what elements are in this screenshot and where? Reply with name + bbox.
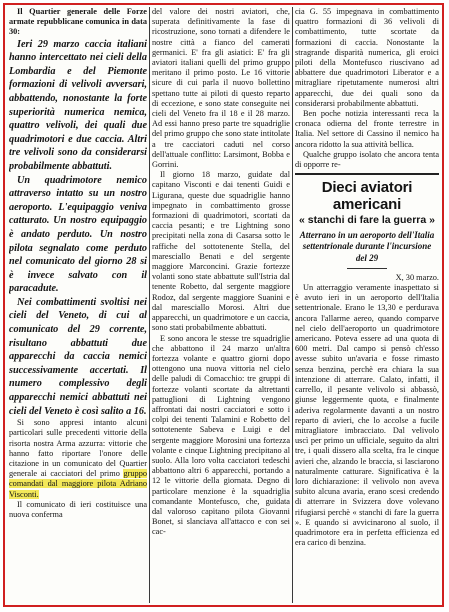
- article-paragraph: Ieri 29 marzo caccia italiani hanno intercettato nei cieli della Lombardia e del Piemonte formazioni di velivoli avversari, abbattendo, nonostante la forte superiorità numerica nemica, quattro velivoli, dei quali due quadrimotori e due caccia. Altri tre velivoli sono da considerarsi probabilmente abbattuti.: [9, 38, 147, 172]
- article-headline: Dieci aviatori americani: [321, 179, 413, 214]
- paragraph-text: Si sono appresi intanto alcuni particolari sulle precedenti vittorie della risorta nostra Arma azzurra: vittorie che hanno fatto riportare l'onore delle citazione in un comunicato del Quartier generale ai cacciatori del primo: [9, 418, 147, 479]
- article-paragraph: Ben poche notizia interessanti reca la cronaca odierna del fronte terrestre in Italia. Nel settore di Cassino il nemico ha ancora ridotto la sua attività bellica.: [295, 109, 439, 149]
- highlighted-text: gruppo comandati dal maggiore pilota Adriano Visconti.: [9, 469, 147, 499]
- article-paragraph: Nei combattimenti svoltisi nei cieli del Veneto, di cui al comunicato del 29 corrente, risultano abbattuti due apparecchi da caccia nemici successivamente accertati. Il numero complessivo degli apparecchi nemici abbattuti nei cieli del Veneto è così salito a 16.: [9, 296, 147, 417]
- column-1: [9, 7, 147, 603]
- article-subheadline: « stanchi di fare la guerra »: [299, 214, 435, 227]
- article-deck: Atterrano in un aeroporto dell'Italia settentrionale durante l'incursione del 29: [299, 230, 435, 263]
- column-3: [295, 7, 439, 603]
- dateline: X, 30 marzo.: [395, 272, 439, 282]
- article-paragraph: E sono ancora le stesse tre squadriglie che abbattono il 24 marzo un'altra fortezza volante e quattro giorni dopo ottengono una nuova vittoria nel cielo delle paludi di Comacchio: tre gruppi di fortezze volanti scortate da altrettanti pattuglioni di Lightning vengono affrontati dai nostri cacciatori e sotto i colpi dei tenenti Talamini e Robetto del sottotenente Sabeva e Luigi e del sergente maggiore Morosini una fortezza volante e cinque Lightning precipitano al suolo. Alla loro volta cacciatori tedeschi abbattono altri 6 apparecchi, portando a 12 le vittorie della giornata. Degno di particolare menzione è la squadriglia comandante Montefusco, che, guidata dal valoroso capitano pilota Giovanni Bonet, si slanciava all'attacco e con sei cac-: [152, 333, 290, 537]
- article-paragraph: Qualche gruppo isolato che ancora tenta di opporre re-: [295, 149, 439, 170]
- article-paragraph: cia G. 55 impegnava in combattimento quattro formazioni di 36 velivoli di combattimento, tutte scortate da formazioni di caccia. Nonostante la stragrande disparità numerica, gli eroici piloti della Montefusco riuscivano ad abbattere due quadrimotori Liberator e a mitragliare ripetutamente numerosi altri apparecchi, due dei quali sono da considerarsi probabilmente abbattuti.: [295, 7, 439, 108]
- article-paragraph: [9, 418, 147, 500]
- article-paragraph: Un atterraggio veramente inaspettato si è avuto ieri in un aeroporto dell'Italia settentrionale. Erano le 13,30 e perdurava ancora l'allarme aereo, quando comparve nel cielo dell'aeroporto un quadrimotore americano. Poteva essere ad una quota di 600 metri. Dal campo si pensò ch'esso avesse subito un'avaria e fosse rimasto senza benzina, perchè era chiara la sua intenzione di atterrare. Calato, infatti, il carrello, il pesante velivolo si abbassò, giunse leggermente quota, e finalmente aderiva regolarmente davanti a un nostro reparto di avieri, che lo accolse a fucile mitragliatore imbracciato. Dal velivolo uscì per primo un ufficiale, seguito da altri tre, i quali dissero alla scelta, fra le cinque avieri che, alzando le braccia, si lasciarono naturalmente catturare. Significativa è la loro dichiarazione: il velivolo non aveva subito alcuna avaria, erano scesi credendo di atterrare in Svizzera dove volevano rifugiarsi perchè « stanchi di fare la guerra ». E quando si avvicinarono al suolo, il quadrimotore era in perfetta efficienza ed era carico di benzina.: [295, 283, 439, 548]
- article-paragraph: Il giorno 18 marzo, guidate dal capitano Visconti e dai tenenti Guidi e Ligurana, queste due squadriglie hanno impegnato in combattimento grosse formazioni di quadrimotori, scortati da caccia pesanti; e tre Lightning sono precipitati nella zona di Casarsa sotto le raffiche del sottotenente Stella, del maresciallo Benati e del sergente maggiore Marconcini. Grazie fortezze volanti sono state abbattute sull'Istria dal tenente Robetto, dal sergente maggiore Rodoz, dal sergente maggiore Suanini e dal maresciallo Morosi. Altri due apparecchi, un quadrimotore e un caccia, sono stati probabilmente abbattuti.: [152, 170, 290, 333]
- headline-divider: [295, 173, 439, 175]
- communique-intro: Il Quartier generale delle Forze armate repubblicane comunica in data 30:: [9, 7, 147, 37]
- column-divider: [149, 7, 150, 603]
- article-paragraph: Un quadrimotore nemico attraverso intatto su un nostro aeroporto. L'equipaggio veniva catturato. Un nostro equipaggio è andato perduto. Un nostro pilota segnalato come perduto nel comunicato del giorno 28 si è invece salvato con il paracadute.: [9, 174, 147, 295]
- column-2: [152, 7, 290, 603]
- article-paragraph: del valore dei nostri aviatori, che, superata definitivamente la fase di ricostruzione, sono tornati a difendere le nostre città a fianco del camerati germanici. E' fra gli asiatici: E' fra gli aviatori italiani quelli del primo gruppo meritano il primo posto. Le 16 vittorie sicure di cui parla il nuovo bollettino spettano tutte ai piloti di questo reparto di eccezione, e sono state conseguite nei cieli del Veneto fra il 18 e il 28 marzo. Ad essi hanno preso parte tre squadriglie del primo gruppo che sono state intitolate a tre cacciatori caduti nel corso dell'attuale conflitto: Larsimont, Bobba e Gorrini.: [152, 7, 290, 170]
- article-paragraph: Il comunicato di ieri costituisce una nuova conferma: [9, 499, 147, 520]
- column-divider: [292, 7, 293, 603]
- newspaper-clipping: [3, 3, 444, 607]
- deck-divider: [347, 268, 387, 269]
